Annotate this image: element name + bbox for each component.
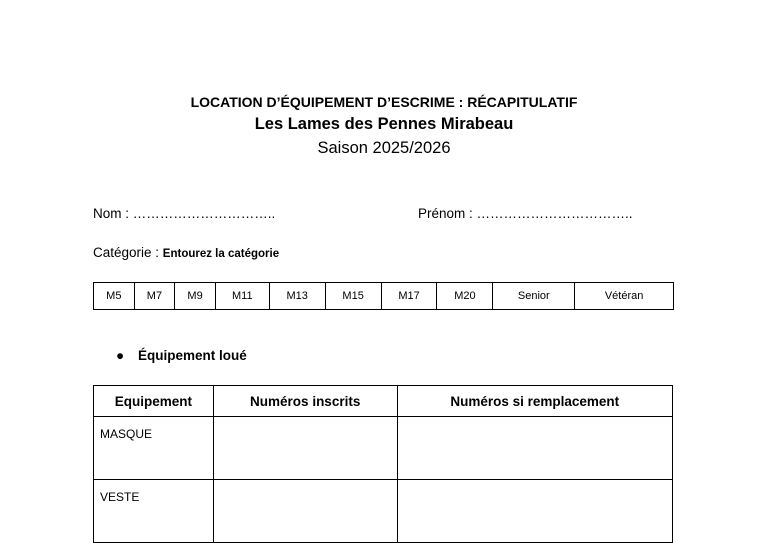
category-cell[interactable]: M7 bbox=[134, 283, 175, 310]
column-header-numeros: Numéros inscrits bbox=[213, 386, 397, 417]
equipment-table bbox=[93, 385, 673, 543]
category-row bbox=[94, 283, 674, 310]
numeros-remplacement-cell[interactable] bbox=[397, 480, 672, 543]
category-cell[interactable]: M13 bbox=[269, 283, 325, 310]
category-cell[interactable]: M9 bbox=[175, 283, 216, 310]
title-block bbox=[0, 92, 768, 160]
category-cell[interactable]: M5 bbox=[94, 283, 135, 310]
column-header-remplacement: Numéros si remplacement bbox=[397, 386, 672, 417]
table-row bbox=[94, 417, 673, 480]
document-title: LOCATION D’ÉQUIPEMENT D’ESCRIME : RÉCAPITULATIF bbox=[190, 94, 578, 110]
category-table bbox=[93, 282, 674, 310]
numeros-remplacement-cell[interactable] bbox=[397, 417, 672, 480]
category-cell[interactable]: M17 bbox=[381, 283, 437, 310]
category-cell[interactable]: M15 bbox=[325, 283, 381, 310]
category-cell[interactable]: M11 bbox=[215, 283, 269, 310]
season-label: Saison 2025/2026 bbox=[317, 139, 451, 157]
table-row bbox=[94, 480, 673, 543]
category-cell[interactable]: M20 bbox=[437, 283, 493, 310]
equipment-header-row bbox=[94, 386, 673, 417]
prenom-field[interactable]: Prénom : …………………………….. bbox=[418, 206, 633, 221]
numeros-inscrits-cell[interactable] bbox=[213, 417, 397, 480]
nom-field[interactable]: Nom : ………………………….. bbox=[93, 206, 276, 221]
categorie-field bbox=[93, 245, 279, 260]
equipment-item-veste: VESTE bbox=[94, 480, 214, 543]
category-cell[interactable]: Vétéran bbox=[575, 283, 674, 310]
category-cell[interactable]: Senior bbox=[493, 283, 575, 310]
equipment-item-masque: MASQUE bbox=[94, 417, 214, 480]
column-header-equipement: Equipement bbox=[94, 386, 214, 417]
categorie-label: Catégorie : bbox=[93, 245, 163, 260]
section-title: Équipement loué bbox=[138, 348, 247, 363]
bullet-icon: ● bbox=[116, 348, 125, 363]
numeros-inscrits-cell[interactable] bbox=[213, 480, 397, 543]
club-name: Les Lames des Pennes Mirabeau bbox=[254, 115, 514, 133]
section-heading bbox=[116, 348, 247, 363]
categorie-hint: Entourez la catégorie bbox=[162, 248, 280, 260]
